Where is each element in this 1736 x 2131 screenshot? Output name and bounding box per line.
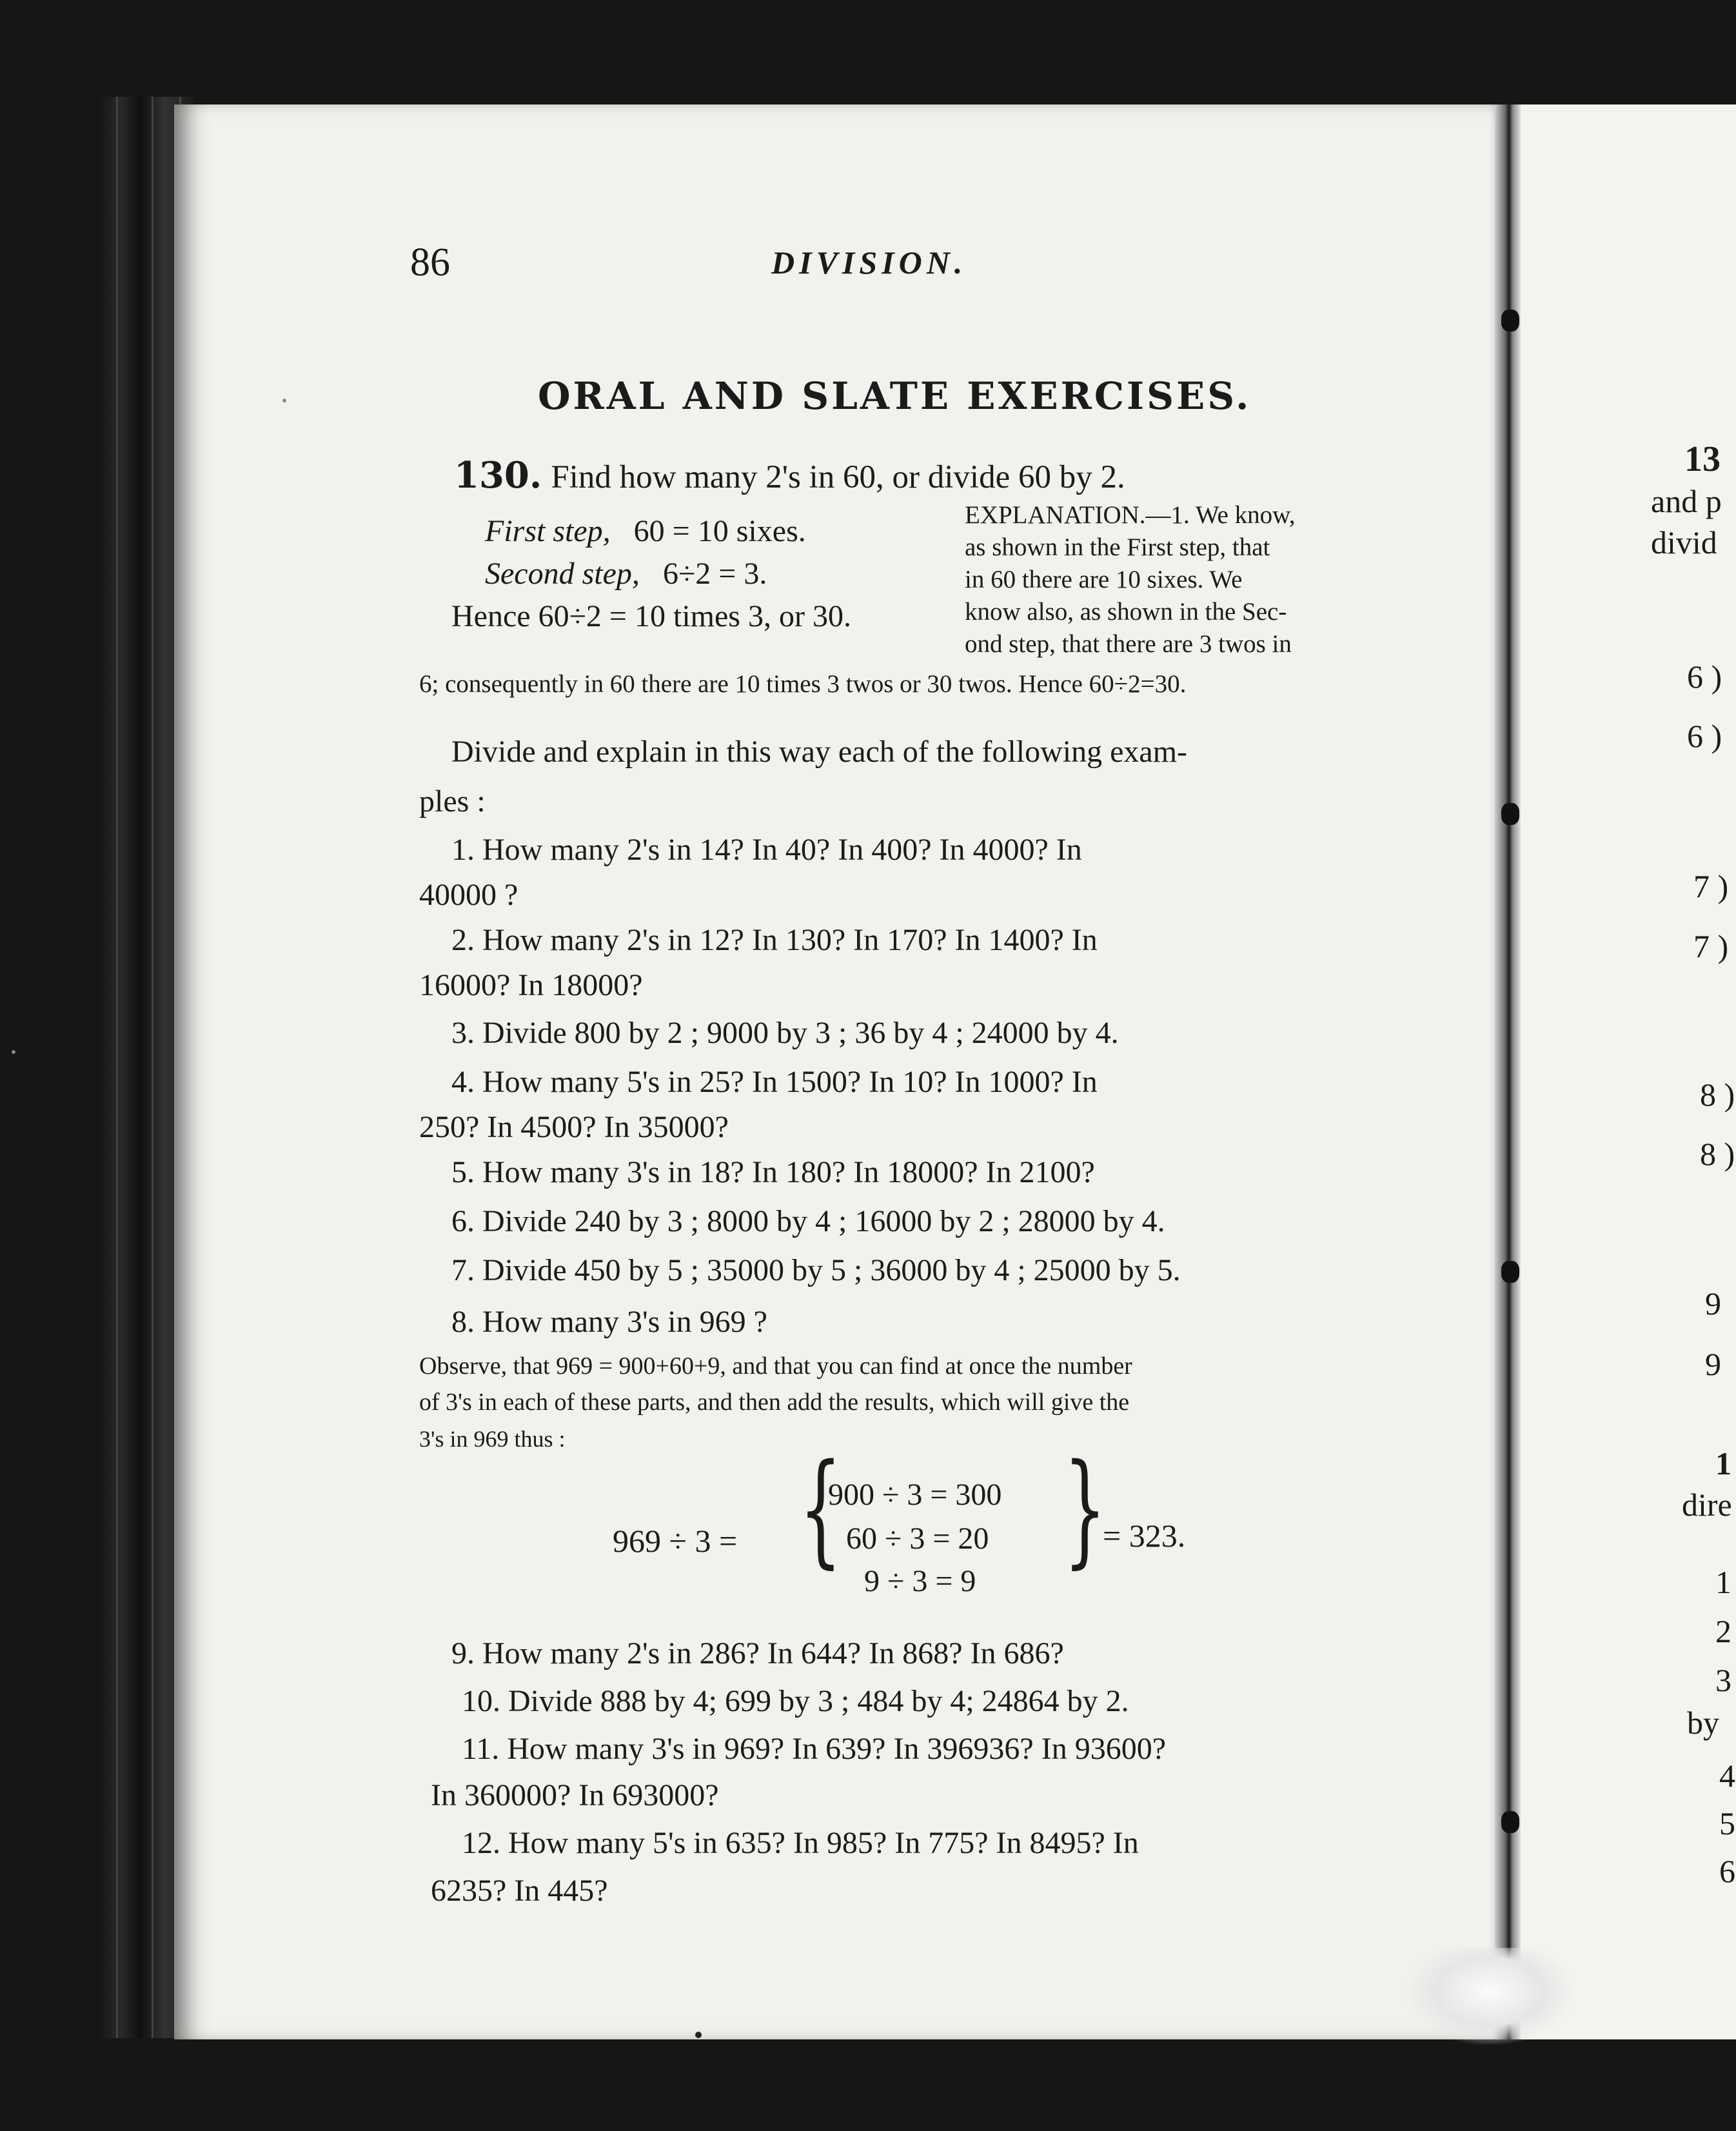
instruction-line: ples : (419, 784, 486, 818)
exercise-line: 1. How many 2's in 14? In 40? In 400? In 4000? In (451, 833, 1082, 867)
right-page-fragment: 4 (1719, 1758, 1735, 1794)
spine-edge (116, 97, 118, 2038)
article-text: Find how many 2's in 60, or divide 60 by 2. (551, 459, 1125, 495)
binding-thread (1501, 803, 1519, 825)
spine-edge (152, 97, 153, 2038)
first-step-label: First step, (485, 514, 611, 548)
exercise-line: 3. Divide 800 by 2 ; 9000 by 3 ; 36 by 4 ; 24000 by 4. (451, 1016, 1119, 1050)
explanation-line: EXPLANATION.—1. We know, (965, 501, 1296, 529)
exercise-line: 5. How many 3's in 18? In 180? In 18000? In 2100? (451, 1155, 1095, 1189)
second-step-label: Second step, (485, 557, 640, 591)
running-head: DIVISION. (771, 244, 967, 281)
explanation-line: in 60 there are 10 sixes. We (965, 566, 1243, 593)
right-page-fragment: 7 ) (1693, 868, 1729, 904)
page-number: 86 (410, 241, 450, 284)
hence-line: Hence 60÷2 = 10 times 3, or 30. (451, 599, 851, 633)
exercise-line: 6. Divide 240 by 3 ; 8000 by 4 ; 16000 by 2 ; 28000 by 4. (451, 1204, 1165, 1238)
exercise-line: 16000? In 18000? (419, 968, 643, 1002)
right-page-fragment: by (1687, 1705, 1719, 1741)
exercise-line: 8. How many 3's in 969 ? (451, 1305, 767, 1339)
dust-speck (12, 1050, 15, 1054)
ink-speck (695, 2032, 702, 2038)
exercise-line: 4. How many 5's in 25? In 1500? In 10? In 1000? In (451, 1065, 1098, 1099)
right-page (1521, 104, 1736, 2039)
explanation-end: 6; consequently in 60 there are 10 times 3 twos or 30 twos. Hence 60÷2=30. (419, 670, 1187, 698)
equation-row: 900 ÷ 3 = 300 (828, 1478, 1002, 1512)
exercise-line: 12. How many 5's in 635? In 985? In 775? In 8495? In (462, 1826, 1139, 1860)
explanation-line: ond step, that there are 3 twos in (965, 630, 1292, 658)
right-page-fragment: 8 ) (1700, 1076, 1735, 1113)
page-gutter (1495, 104, 1521, 2039)
right-page-fragment: 8 ) (1700, 1136, 1735, 1172)
right-page-fragment: 2 (1715, 1613, 1731, 1649)
binding-thread (1501, 1811, 1519, 1833)
explanation-line: as shown in the First step, that (965, 533, 1270, 561)
observe-line: Observe, that 969 = 900+60+9, and that you can find at once the number (419, 1353, 1132, 1380)
exercise-line: 10. Divide 888 by 4; 699 by 3 ; 484 by 4; 24864 by 2. (462, 1684, 1129, 1718)
right-page-fragment: 3 (1715, 1662, 1731, 1698)
article-number: 130. (454, 454, 542, 497)
article-130 (454, 454, 1125, 497)
right-brace: } (1063, 1438, 1107, 1580)
right-page-fragment: 9 (1705, 1285, 1721, 1322)
right-page-fragment: dire (1682, 1487, 1732, 1523)
exercise-line: 40000 ? (419, 878, 518, 912)
observe-line: 3's in 969 thus : (419, 1426, 566, 1452)
right-page-fragment: 13 (1684, 439, 1721, 479)
equation-row: 9 ÷ 3 = 9 (864, 1564, 976, 1598)
right-page-fragment: 9 (1705, 1346, 1721, 1382)
second-step (485, 556, 767, 591)
right-page-fragment: 6 (1719, 1853, 1735, 1889)
exercise-line: 6235? In 445? (431, 1874, 608, 1908)
exercise-line: 9. How many 2's in 286? In 644? In 868? In 686? (451, 1636, 1064, 1670)
second-step-value: 6÷2 = 3. (662, 557, 767, 591)
dust-speck (282, 399, 286, 402)
exercise-line: In 360000? In 693000? (431, 1778, 719, 1812)
right-page-fragment: 1 (1715, 1564, 1731, 1600)
first-step-value: 60 = 10 sixes. (633, 514, 806, 548)
right-page-fragment: and p (1651, 483, 1722, 519)
binding-thread (1501, 1261, 1519, 1283)
observe-line: of 3's in each of these parts, and then add the results, which will give the (419, 1389, 1130, 1416)
right-page-fragment: divid (1651, 524, 1717, 560)
equation-row: 60 ÷ 3 = 20 (846, 1521, 989, 1556)
section-title: ORAL AND SLATE EXERCISES. (538, 374, 1252, 418)
left-brace: { (799, 1438, 842, 1580)
right-page-fragment: 1 (1715, 1445, 1731, 1482)
instruction-line: Divide and explain in this way each of the following exam- (451, 735, 1188, 769)
torn-page-corner (1406, 1948, 1573, 2045)
explanation-line: know also, as shown in the Sec- (965, 598, 1287, 626)
first-step (485, 513, 806, 549)
equation-left: 969 ÷ 3 = (613, 1523, 738, 1559)
right-page-fragment: 5 (1719, 1805, 1735, 1841)
right-page-fragment: 7 ) (1693, 928, 1729, 964)
right-page-fragment: 6 ) (1687, 718, 1722, 754)
exercise-line: 7. Divide 450 by 5 ; 35000 by 5 ; 36000 by 4 ; 25000 by 5. (451, 1253, 1181, 1287)
binding-thread (1501, 310, 1519, 332)
exercise-line: 2. How many 2's in 12? In 130? In 170? In 1400? In (451, 923, 1098, 957)
exercise-line: 11. How many 3's in 969? In 639? In 396936? In 93600? (462, 1732, 1167, 1766)
exercise-line: 250? In 4500? In 35000? (419, 1110, 729, 1144)
right-page-fragment: 6 ) (1687, 659, 1722, 695)
equation-result: = 323. (1103, 1518, 1186, 1554)
